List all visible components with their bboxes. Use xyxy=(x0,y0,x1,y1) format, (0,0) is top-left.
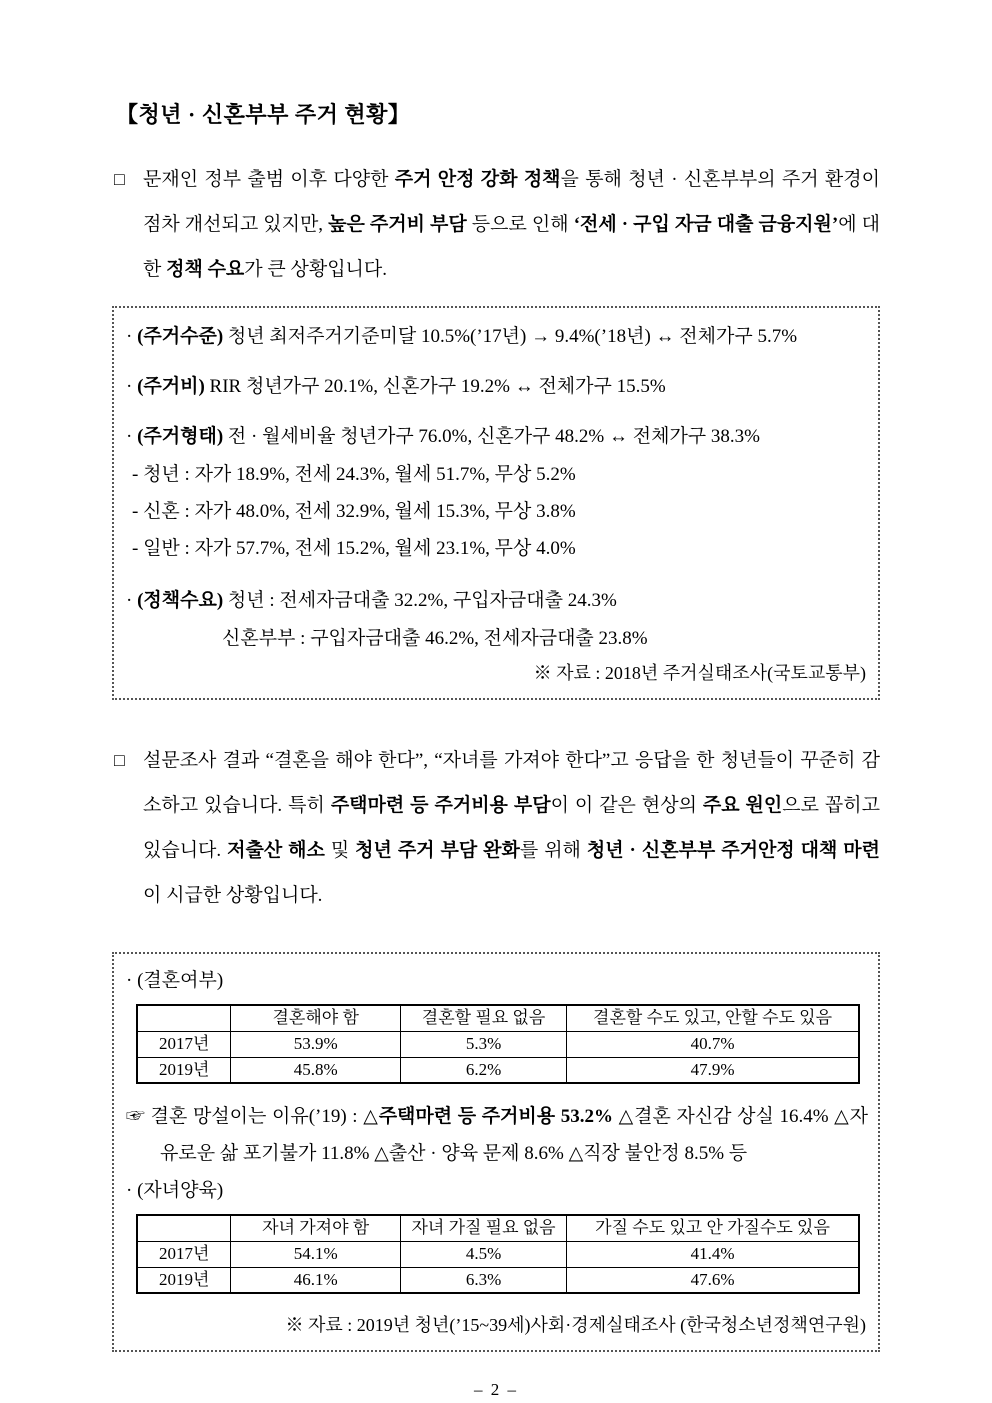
table-header-cell: 결혼해야 함 xyxy=(231,1005,401,1031)
table-cell: 45.8% xyxy=(231,1057,401,1083)
newlywed-tenure-line: - 신혼 : 자가 48.0%, 전세 32.9%, 월세 15.3%, 무상 3.8% xyxy=(132,501,576,522)
square-bullet-icon: □ xyxy=(114,750,125,770)
square-bullet-icon: □ xyxy=(114,169,125,189)
table-row xyxy=(137,1031,859,1057)
table-header-cell: 결혼할 필요 없음 xyxy=(401,1005,567,1031)
paragraph-survey-result-text: 설문조사 결과 “결혼을 해야 한다”, “자녀를 가져야 한다”고 응답을 한 청년들이 꾸준히 감소하고 있습니다. 특히 주택마련 등 주거비용 부담이 이 같은 현상의 주요 원인으로 꼽히고 있습니다. 저출산 해소 및 청년 주거 부담 완화를 위해 청년 · 신혼부부 주거안정 대책 마련이 시급한 상황입니다. xyxy=(143,750,880,906)
document-page xyxy=(112,0,880,1400)
table-header-row xyxy=(137,1215,859,1241)
table-cell: 46.1% xyxy=(231,1267,401,1293)
housing-cost-line: · (주거비) RIR 청년가구 20.1%, 신혼가구 19.2% ↔ 전체가구 15.5% xyxy=(126,376,666,397)
table-cell: 6.3% xyxy=(401,1267,567,1293)
policy-demand-newlywed-line: 신혼부부 : 구입자금대출 46.2%, 전세자금대출 23.8% xyxy=(222,628,648,649)
table-row xyxy=(137,1057,859,1083)
paragraph-survey-result xyxy=(112,738,880,918)
table-header-cell: 결혼할 수도 있고, 안할 수도 있음 xyxy=(567,1005,859,1031)
youth-survey-source: ※ 자료 : 2019년 청년(’15~39세)사회·경제실태조사 (한국청소년정책연구원) xyxy=(285,1315,866,1335)
table-cell: 47.9% xyxy=(567,1057,859,1083)
paragraph-housing-policy xyxy=(112,157,880,292)
table-row xyxy=(137,1267,859,1293)
housing-level-line: · (주거수준) 청년 최저주거기준미달 10.5%(’17년) → 9.4%(’18년) ↔ 전체가구 5.7% xyxy=(126,326,798,347)
child-table xyxy=(136,1214,860,1294)
housing-survey-source: ※ 자료 : 2018년 주거실태조사(국토교통부) xyxy=(533,663,866,683)
table-row xyxy=(137,1241,859,1267)
table-cell: 41.4% xyxy=(567,1241,859,1267)
table-header-cell xyxy=(137,1215,231,1241)
page-number: – 2 – xyxy=(474,1380,518,1399)
table-cell: 6.2% xyxy=(401,1057,567,1083)
table-cell: 2019년 xyxy=(137,1057,231,1083)
table-cell: 54.1% xyxy=(231,1241,401,1267)
table-header-cell xyxy=(137,1005,231,1031)
table-cell: 4.5% xyxy=(401,1241,567,1267)
policy-demand-line: · (정책수요) 청년 : 전세자금대출 32.2%, 구입자금대출 24.3% xyxy=(126,590,617,611)
marriage-hesitation-note: ☞ 결혼 망설이는 이유(’19) : △주택마련 등 주거비용 53.2% △결혼 자신감 상실 16.4% △자유로운 삶 포기불가 11.8% △출산 · 양육 문제 8.6% △직장 불안정 8.5% 등 xyxy=(126,1106,868,1164)
child-section-label: · (자녀양육) xyxy=(126,1180,224,1201)
marriage-section-label: · (결혼여부) xyxy=(126,970,224,991)
table-cell: 5.3% xyxy=(401,1031,567,1057)
table-cell: 2017년 xyxy=(137,1241,231,1267)
table-cell: 2019년 xyxy=(137,1267,231,1293)
general-tenure-line: - 일반 : 자가 57.7%, 전세 15.2%, 월세 23.1%, 무상 4.0% xyxy=(132,538,576,559)
paragraph-housing-policy-text: 문재인 정부 출범 이후 다양한 주거 안정 강화 정책을 통해 청년 · 신혼부부의 주거 환경이 점차 개선되고 있지만, 높은 주거비 부담 등으로 인해 ‘전세 · 구입 자금 대출 금융지원’에 대한 정책 수요가 큰 상황입니다. xyxy=(143,169,881,280)
table-header-cell: 자녀 가져야 함 xyxy=(231,1215,401,1241)
table-header-cell: 가질 수도 있고 안 가질수도 있음 xyxy=(567,1215,859,1241)
youth-tenure-line: - 청년 : 자가 18.9%, 전세 24.3%, 월세 51.7%, 무상 5.2% xyxy=(132,464,576,485)
housing-type-line: · (주거형태) 전 · 월세비율 청년가구 76.0%, 신혼가구 48.2% ↔ 전체가구 38.3% xyxy=(126,426,760,447)
table-cell: 53.9% xyxy=(231,1031,401,1057)
table-cell: 47.6% xyxy=(567,1267,859,1293)
table-header-row xyxy=(137,1005,859,1031)
housing-status-box xyxy=(112,306,880,700)
marriage-table xyxy=(136,1004,860,1084)
table-cell: 40.7% xyxy=(567,1031,859,1057)
table-header-cell: 자녀 가질 필요 없음 xyxy=(401,1215,567,1241)
page-title: 【청년 · 신혼부부 주거 현황】 xyxy=(116,102,411,127)
survey-detail-box xyxy=(112,952,880,1352)
table-cell: 2017년 xyxy=(137,1031,231,1057)
